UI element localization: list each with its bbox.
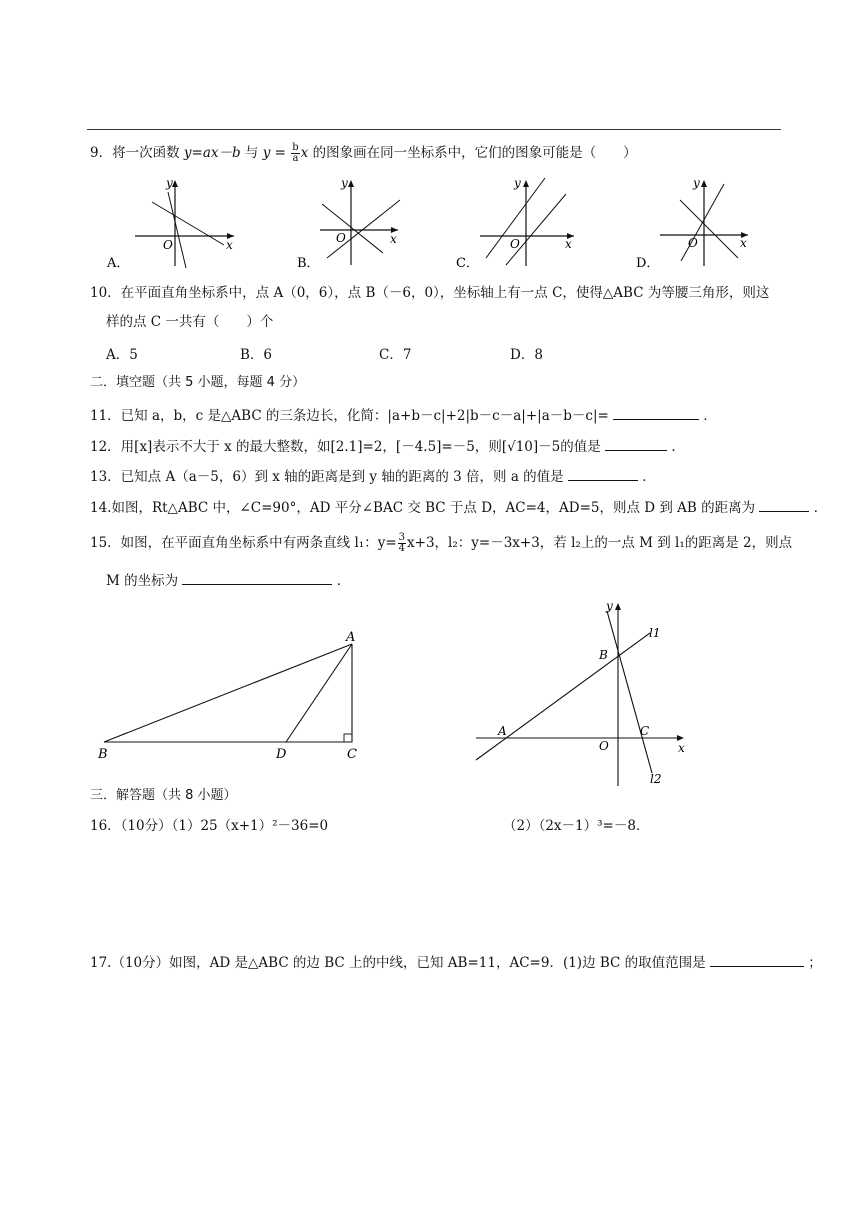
- question-9: [90, 143, 637, 164]
- q17-end: ；: [808, 955, 822, 971]
- question-16-part-2: （2）（2x－1）³=－8．: [503, 818, 650, 834]
- q9-option-b: B．: [297, 256, 320, 271]
- q9-mid: 与: [240, 145, 263, 161]
- q13-end: ．: [642, 469, 656, 485]
- q9-graph-b: [297, 176, 400, 271]
- q12-text: 12．用[x]表示不大于 x 的最大整数，如[2.1]=2，[－4.5]=－5，则[√10]－5的值是: [90, 439, 601, 455]
- q9-a-origin-label: O: [163, 238, 173, 252]
- q9-b-y-label: y: [341, 176, 348, 190]
- q15-line-2-text: M 的坐标为: [106, 573, 179, 589]
- q15-answer-blank[interactable]: [182, 570, 332, 585]
- q11-end: ．: [703, 408, 717, 424]
- q9-c-origin-label: O: [510, 237, 520, 251]
- fig15-label-l2: l2: [650, 772, 662, 786]
- q9-fraction-denominator: a: [292, 153, 299, 164]
- figure-right-triangle: [90, 625, 380, 765]
- question-11: [90, 405, 717, 426]
- question-10-line-1: 10．在平面直角坐标系中，点 A（0，6），点 B（－6，0），坐标轴上有一点 C，使得△ABC 为等腰三角形，则这: [90, 285, 770, 301]
- q9-b-x-label: x: [390, 232, 397, 246]
- section-2-heading: 二．填空题（共 5 小题，每题 4 分）: [90, 375, 306, 390]
- q10-option-a: A．5: [106, 347, 138, 363]
- fig14-label-b: B: [98, 747, 108, 762]
- q10-option-c: C．7: [379, 347, 412, 363]
- q9-graph-d: [636, 176, 748, 271]
- q15-part-2: x+3，l₂：y=－3x+3，若 l₂上的一点 M 到 l₁的距离是 2，则点: [407, 535, 793, 551]
- q14-answer-blank[interactable]: [759, 497, 809, 512]
- right-angle-marker: [344, 734, 352, 742]
- q9-function-1: y=ax－b: [183, 145, 241, 161]
- q12-end: ．: [671, 439, 685, 455]
- fig14-label-d: D: [276, 747, 287, 762]
- q9-fraction: [291, 143, 299, 164]
- q9-prefix: 9．将一次函数: [90, 145, 184, 161]
- fig15-label-a: A: [498, 724, 507, 738]
- fig15-label-l1: l1: [649, 626, 661, 640]
- fig15-label-b: B: [599, 648, 608, 662]
- q15-part-1: 15．如图，在平面直角坐标系中有两条直线 l₁：y=: [90, 535, 397, 551]
- section-3-heading: 三．解答题（共 8 小题）: [90, 788, 237, 803]
- q9-option-graphs: [100, 170, 760, 275]
- fig14-label-c: C: [347, 747, 357, 762]
- fig15-x-label: x: [678, 741, 685, 755]
- q9-c-x-label: x: [565, 237, 572, 251]
- q9-function-2-right: x: [300, 145, 309, 161]
- q9-b-origin-label: O: [336, 231, 346, 245]
- q9-d-y-label: y: [693, 176, 700, 190]
- q9-a-y-label: y: [166, 176, 173, 190]
- q9-option-d: D．: [636, 256, 660, 271]
- question-14: [90, 497, 827, 518]
- q11-text: 11．已知 a，b，c 是△ABC 的三条边长，化简：|a+b－c|+2|b－c－a|+|a－b－c|=: [90, 408, 609, 424]
- q9-a-x-label: x: [226, 238, 233, 252]
- q9-graph-a: [106, 176, 234, 271]
- q15-end: ．: [336, 573, 351, 589]
- q9-option-a: A．: [107, 256, 130, 271]
- q10-option-b: B．6: [240, 347, 273, 363]
- q9-fraction-numerator: b: [292, 142, 299, 153]
- q10-option-d: D．8: [510, 347, 543, 363]
- question-16-part-1: 16．（10分）（1）25（x+1）²－36=0: [90, 818, 329, 834]
- q15-fraction-denominator: 4: [398, 543, 406, 554]
- question-17: [90, 952, 822, 973]
- q13-text: 13．已知点 A（a－5，6）到 x 轴的距离是到 y 轴的距离的 3 倍，则 a 的值是: [90, 469, 564, 485]
- q14-end: ．: [813, 500, 828, 516]
- fig15-origin-label: O: [599, 739, 609, 753]
- question-13: [90, 466, 656, 487]
- line-l1: [476, 633, 650, 760]
- fig15-label-c: C: [640, 724, 650, 738]
- fig14-label-a: A: [346, 630, 356, 645]
- q17-text: 17.（10分）如图，AD 是△ABC 的边 BC 上的中线，已知 AB=11，AC=9．(1)边 BC 的取值范围是: [90, 955, 706, 971]
- q13-answer-blank[interactable]: [568, 466, 638, 481]
- q15-fraction-numerator: 3: [398, 532, 406, 543]
- fig15-y-label: y: [606, 599, 613, 613]
- q14-text: 14.如图，Rt△ABC 中，∠C=90°，AD 平分∠BAC 交 BC 于点 D，AC=4，AD=5，则点 D 到 AB 的距离为: [90, 500, 756, 516]
- q9-suffix: 的图象画在同一坐标系中，它们的图象可能是（ ）: [308, 145, 637, 161]
- q9-graph-c: [456, 176, 574, 271]
- q9-d-origin-label: O: [688, 236, 698, 250]
- q11-answer-blank[interactable]: [613, 405, 699, 420]
- q9-option-c: C．: [456, 256, 479, 271]
- header-rule: [87, 129, 781, 130]
- question-12: [90, 436, 685, 457]
- q15-fraction: [398, 533, 406, 554]
- question-10-line-2: 样的点 C 一共有（ ）个: [106, 314, 274, 330]
- q9-c-y-label: y: [514, 176, 521, 190]
- figure-coordinate-lines: [468, 596, 698, 796]
- q12-answer-blank[interactable]: [605, 436, 667, 451]
- q17-answer-blank[interactable]: [710, 952, 804, 967]
- line-l2: [607, 611, 652, 773]
- question-15-line-2: [106, 570, 350, 591]
- question-15-line-1: [90, 533, 792, 554]
- q9-d-x-label: x: [740, 236, 747, 250]
- q9-function-2-left: y =: [262, 145, 291, 161]
